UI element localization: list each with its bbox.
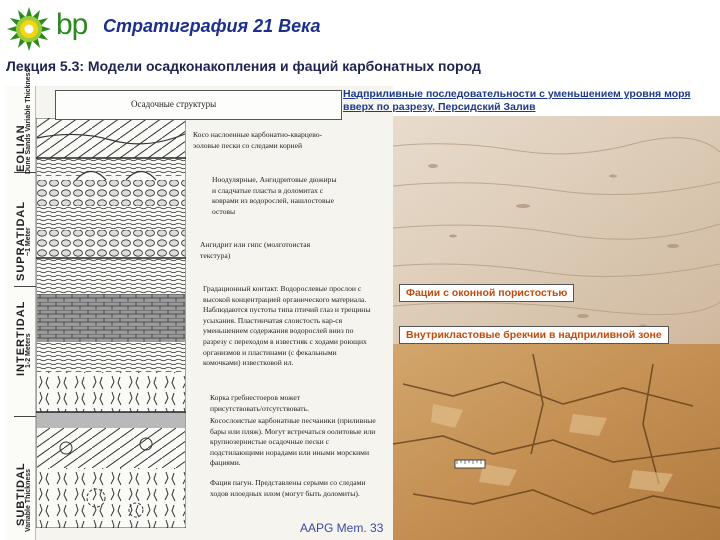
sedimentary-structures-header [55,90,342,120]
description-supratidal-nodules: Ноодулярные, Ангидритовые дюжиры и сладчатые пласты в доломитах с коврами из водорослей, нашлостовые остовы [212,175,337,216]
zone-axis [5,68,36,540]
intraclast-breccia-photo [393,344,720,540]
description-anhydrite: Ангидрит или гипс (молготоистая текстура) [200,240,311,260]
fenestral-facies-photo [393,116,720,344]
zone-intertidal: INTERTIDAL [15,300,27,376]
description-crust: Корка гребнестоеров может присутствовать/отсутствовать. [210,393,309,413]
zone-eolian: EOLIAN [15,124,27,172]
bp-logo-text: bp [56,8,88,41]
bp-helios-logo-icon [6,6,52,52]
zone-subtidal: SUBTIDAL [15,462,27,526]
description-subtidal-sands: Косослоистые карбонатные песчаники (приливные бары или пляж). Могут встречаться оолитовые или крупнозернистые осадочные пески с подстилающими норадами или иными морскими фациями. [210,416,376,468]
description-eolian: Косо наслоенные карбонатно-кварцево-эоловые пески со следами корней [193,130,323,150]
zone-subtidal-thickness: Variable Thickness [25,468,32,532]
lecture-title: Лекция 5.3: Модели осадконакопления и фаций карбонатных пород [6,58,481,74]
source-caption: AAPG Mem. 33 [300,521,384,535]
zone-eolian-thickness: Dune Sands Variable Thickness [25,68,32,174]
zone-supratidal: SUPRATIDAL [15,200,27,281]
fenestral-porosity-label: Фации с оконной пористостью [399,284,574,302]
description-lagoon: Фация пагун. Представлены серыми со следами ходов илоедных илом (могут быть доломиты). [210,478,366,498]
photos-title: Надприливные последовательности с уменьшением уровня моря вверх по разрезу, Персидский Залив [343,88,691,113]
description-intertidal: Градационный контакт. Водорослевые прослои с высокой концентрацией органического материала. Наблюдаются пустоты типа птичий глаз и трещины усыхания. Пластинчатая слоистость кар-ся уменьшением содержания водорослей вниз по разрезу с переходом в известняк с ходами роющих организмов и пластинами (с фекальными комочками) известковой ил. [203,284,371,368]
column-sketch [36,118,186,528]
course-title: Стратиграфия 21 Века [103,16,321,36]
intraclast-breccia-label: Внутрикластовые брекчии в надприливной зоне [399,326,669,344]
zone-intertidal-thickness: 1-2 Meters [25,333,32,368]
zone-supratidal-thickness: ~1 Meter [25,227,32,256]
sedimentary-structures-label: Осадочные структуры [131,99,217,109]
